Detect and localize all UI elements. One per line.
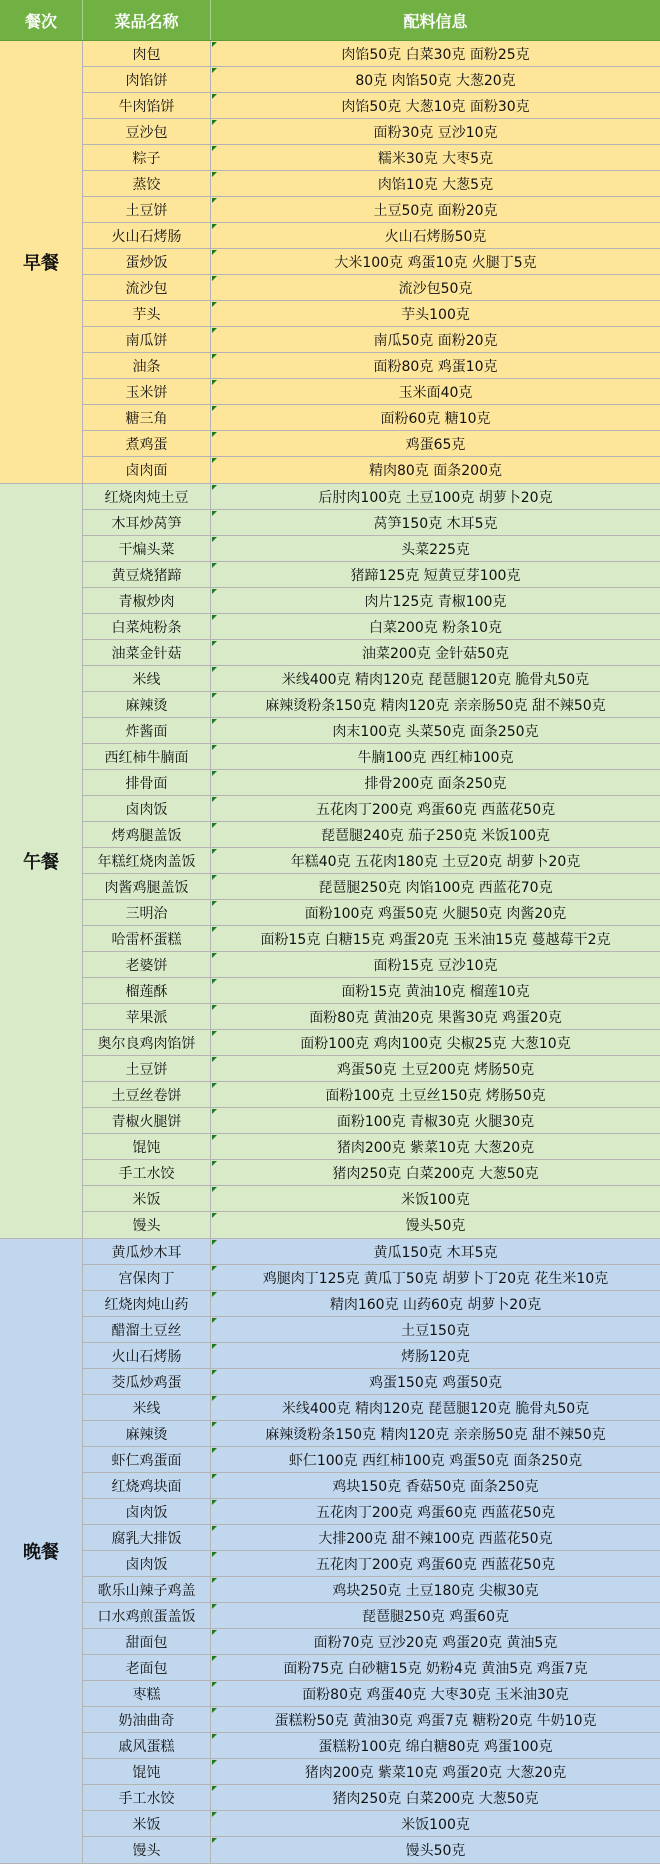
ingredients-cell: 面粉70克 豆沙20克 鸡蛋20克 黄油5克: [211, 1629, 660, 1654]
ingredients-cell: 面粉80克 黄油20克 果酱30克 鸡蛋20克: [211, 1004, 660, 1029]
table-row: [83, 1577, 660, 1603]
table-row: [83, 848, 660, 874]
ingredients-cell: 面粉15克 豆沙10克: [211, 952, 660, 977]
ingredients-cell: 蛋糕粉50克 黄油30克 鸡蛋7克 糖粉20克 牛奶10克: [211, 1707, 660, 1732]
ingredients-cell: 麻辣烫粉条150克 精肉120克 亲亲肠50克 甜不辣50克: [211, 692, 660, 717]
dish-name-cell: 馒头: [83, 1837, 211, 1863]
table-row: [83, 249, 660, 275]
ingredients-cell: 黄瓜150克 木耳5克: [211, 1239, 660, 1264]
table-row: [83, 744, 660, 770]
dish-name-cell: 流沙包: [83, 275, 211, 300]
table-row: [83, 588, 660, 614]
table-row: [83, 796, 660, 822]
dish-name-cell: 老婆饼: [83, 952, 211, 977]
ingredients-cell: 米线400克 精肉120克 琵琶腿120克 脆骨丸50克: [211, 666, 660, 691]
dish-name-cell: 年糕红烧肉盖饭: [83, 848, 211, 873]
table-row: [83, 822, 660, 848]
dish-name-cell: 牛肉馅饼: [83, 93, 211, 118]
ingredients-cell: 80克 肉馅50克 大葱20克: [211, 67, 660, 92]
table-body: [0, 41, 660, 1864]
dish-name-cell: 粽子: [83, 145, 211, 170]
dish-name-cell: 黄瓜炒木耳: [83, 1239, 211, 1264]
table-row: [83, 1291, 660, 1317]
table-row: [83, 379, 660, 405]
ingredients-cell: 五花肉丁200克 鸡蛋60克 西蓝花50克: [211, 1551, 660, 1576]
ingredients-cell: 面粉30克 豆沙10克: [211, 119, 660, 144]
ingredients-cell: 面粉100克 鸡肉100克 尖椒25克 大葱10克: [211, 1030, 660, 1055]
dinner-rows: [83, 1239, 660, 1863]
meal-label-dinner: 晚餐: [0, 1239, 83, 1863]
table-row: [83, 1785, 660, 1811]
table-row: [83, 1837, 660, 1863]
table-row: [83, 692, 660, 718]
ingredients-cell: 大排200克 甜不辣100克 西蓝花50克: [211, 1525, 660, 1550]
ingredients-cell: 肉馅50克 白菜30克 面粉25克: [211, 41, 660, 66]
table-row: [83, 67, 660, 93]
table-row: [83, 1265, 660, 1291]
ingredients-cell: 鸡块150克 香菇50克 面条250克: [211, 1473, 660, 1498]
ingredients-cell: 面粉15克 白糖15克 鸡蛋20克 玉米油15克 蔓越莓干2克: [211, 926, 660, 951]
ingredients-cell: 牛腩100克 西红柿100克: [211, 744, 660, 769]
dish-name-cell: 肉包: [83, 41, 211, 66]
dish-name-cell: 卤肉饭: [83, 1551, 211, 1576]
dish-name-cell: 西红柿牛腩面: [83, 744, 211, 769]
dish-name-cell: 煮鸡蛋: [83, 431, 211, 456]
table-row: [83, 1499, 660, 1525]
dish-name-cell: 糖三角: [83, 405, 211, 430]
dish-name-cell: 榴莲酥: [83, 978, 211, 1003]
ingredients-cell: 蛋糕粉100克 绵白糖80克 鸡蛋100克: [211, 1733, 660, 1758]
dish-name-cell: 青椒火腿饼: [83, 1108, 211, 1133]
dish-name-cell: 黄豆烧猪蹄: [83, 562, 211, 587]
ingredients-cell: 年糕40克 五花肉180克 土豆20克 胡萝卜20克: [211, 848, 660, 873]
dish-name-cell: 哈雷杯蛋糕: [83, 926, 211, 951]
dish-name-cell: 红烧肉炖土豆: [83, 484, 211, 509]
ingredients-cell: 白菜200克 粉条10克: [211, 614, 660, 639]
table-row: [83, 1395, 660, 1421]
lunch-section: [0, 484, 660, 1239]
dinner-section: [0, 1239, 660, 1864]
dish-name-cell: 火山石烤肠: [83, 223, 211, 248]
dish-name-cell: 米饭: [83, 1186, 211, 1211]
ingredients-cell: 面粉75克 白砂糖15克 奶粉4克 黄油5克 鸡蛋7克: [211, 1655, 660, 1680]
dish-name-cell: 苹果派: [83, 1004, 211, 1029]
table-row: [83, 770, 660, 796]
dish-name-cell: 干煸头菜: [83, 536, 211, 561]
dish-name-cell: 腐乳大排饭: [83, 1525, 211, 1550]
table-row: [83, 484, 660, 510]
lunch-rows: [83, 484, 660, 1238]
ingredients-cell: 鸡蛋150克 鸡蛋50克: [211, 1369, 660, 1394]
dish-name-cell: 宫保肉丁: [83, 1265, 211, 1290]
ingredients-cell: 肉片125克 青椒100克: [211, 588, 660, 613]
dish-name-cell: 戚风蛋糕: [83, 1733, 211, 1758]
dish-name-cell: 木耳炒莴笋: [83, 510, 211, 535]
dish-name-cell: 口水鸡煎蛋盖饭: [83, 1603, 211, 1628]
table-row: [83, 1681, 660, 1707]
table-row: [83, 41, 660, 67]
dish-name-cell: 奶油曲奇: [83, 1707, 211, 1732]
ingredients-cell: 鸡蛋65克: [211, 431, 660, 456]
table-row: [83, 327, 660, 353]
ingredients-cell: 鸡蛋50克 土豆200克 烤肠50克: [211, 1056, 660, 1081]
table-row: [83, 952, 660, 978]
dish-name-cell: 火山石烤肠: [83, 1343, 211, 1368]
table-row: [83, 1473, 660, 1499]
dish-name-cell: 南瓜饼: [83, 327, 211, 352]
dish-name-cell: 老面包: [83, 1655, 211, 1680]
table-row: [83, 718, 660, 744]
dish-name-cell: 卤肉面: [83, 457, 211, 483]
table-row: [83, 275, 660, 301]
dish-name-cell: 茭瓜炒鸡蛋: [83, 1369, 211, 1394]
ingredients-cell: 流沙包50克: [211, 275, 660, 300]
table-row: [83, 405, 660, 431]
ingredients-cell: 鸡腿肉丁125克 黄瓜丁50克 胡萝卜丁20克 花生米10克: [211, 1265, 660, 1290]
dish-name-cell: 米线: [83, 1395, 211, 1420]
dish-name-cell: 红烧肉炖山药: [83, 1291, 211, 1316]
dish-name-cell: 油菜金针菇: [83, 640, 211, 665]
dish-name-cell: 馒头: [83, 1212, 211, 1238]
meal-label-lunch: 午餐: [0, 484, 83, 1238]
table-row: [83, 1056, 660, 1082]
ingredients-cell: 猪肉200克 紫菜10克 大葱20克: [211, 1134, 660, 1159]
table-row: [83, 1134, 660, 1160]
ingredients-cell: 面粉100克 土豆丝150克 烤肠50克: [211, 1082, 660, 1107]
dish-name-cell: 肉酱鸡腿盖饭: [83, 874, 211, 899]
table-row: [83, 926, 660, 952]
table-row: [83, 1603, 660, 1629]
table-row: [83, 1811, 660, 1837]
ingredients-cell: 后肘肉100克 土豆100克 胡萝卜20克: [211, 484, 660, 509]
dish-name-cell: 麻辣烫: [83, 692, 211, 717]
ingredients-cell: 面粉60克 糖10克: [211, 405, 660, 430]
ingredients-cell: 面粉15克 黄油10克 榴莲10克: [211, 978, 660, 1003]
dish-name-cell: 三明治: [83, 900, 211, 925]
table-row: [83, 145, 660, 171]
ingredients-cell: 精肉80克 面条200克: [211, 457, 660, 483]
ingredients-cell: 五花肉丁200克 鸡蛋60克 西蓝花50克: [211, 796, 660, 821]
table-row: [83, 1707, 660, 1733]
dish-name-cell: 馄饨: [83, 1759, 211, 1784]
ingredients-cell: 五花肉丁200克 鸡蛋60克 西蓝花50克: [211, 1499, 660, 1524]
ingredients-cell: 头菜225克: [211, 536, 660, 561]
ingredients-cell: 排骨200克 面条250克: [211, 770, 660, 795]
dish-name-cell: 米饭: [83, 1811, 211, 1836]
dish-name-cell: 油条: [83, 353, 211, 378]
ingredients-cell: 麻辣烫粉条150克 精肉120克 亲亲肠50克 甜不辣50克: [211, 1421, 660, 1446]
table-row: [83, 431, 660, 457]
table-row: [83, 978, 660, 1004]
ingredients-cell: 莴笋150克 木耳5克: [211, 510, 660, 535]
table-header: [0, 0, 660, 41]
ingredients-cell: 精肉160克 山药60克 胡萝卜20克: [211, 1291, 660, 1316]
table-row: [83, 1108, 660, 1134]
ingredients-cell: 玉米面40克: [211, 379, 660, 404]
ingredients-cell: 虾仁100克 西红柿100克 鸡蛋50克 面条250克: [211, 1447, 660, 1472]
dish-name-cell: 卤肉饭: [83, 1499, 211, 1524]
table-row: [83, 666, 660, 692]
dish-name-cell: 土豆饼: [83, 197, 211, 222]
dish-name-cell: 玉米饼: [83, 379, 211, 404]
dish-name-cell: 甜面包: [83, 1629, 211, 1654]
dish-name-cell: 歌乐山辣子鸡盖: [83, 1577, 211, 1602]
dish-name-cell: 肉馅饼: [83, 67, 211, 92]
ingredients-cell: 面粉100克 鸡蛋50克 火腿50克 肉酱20克: [211, 900, 660, 925]
ingredients-cell: 肉馅10克 大葱5克: [211, 171, 660, 196]
dish-name-cell: 奥尔良鸡肉馅饼: [83, 1030, 211, 1055]
table-row: [83, 1004, 660, 1030]
dish-name-cell: 蛋炒饭: [83, 249, 211, 274]
table-row: [83, 1733, 660, 1759]
table-row: [83, 1369, 660, 1395]
ingredients-cell: 面粉100克 青椒30克 火腿30克: [211, 1108, 660, 1133]
table-row: [83, 1160, 660, 1186]
dish-name-cell: 青椒炒肉: [83, 588, 211, 613]
table-row: [83, 197, 660, 223]
table-row: [83, 536, 660, 562]
table-row: [83, 510, 660, 536]
table-row: [83, 1525, 660, 1551]
dish-name-cell: 麻辣烫: [83, 1421, 211, 1446]
dish-name-cell: 烤鸡腿盖饭: [83, 822, 211, 847]
table-row: [83, 1447, 660, 1473]
table-row: [83, 1421, 660, 1447]
ingredients-cell: 芋头100克: [211, 301, 660, 326]
dish-name-cell: 馄饨: [83, 1134, 211, 1159]
ingredients-cell: 猪肉200克 紫菜10克 鸡蛋20克 大葱20克: [211, 1759, 660, 1784]
ingredients-cell: 肉末100克 头菜50克 面条250克: [211, 718, 660, 743]
dish-name-cell: 豆沙包: [83, 119, 211, 144]
table-row: [83, 1212, 660, 1238]
ingredients-cell: 猪蹄125克 短黄豆芽100克: [211, 562, 660, 587]
ingredients-cell: 面粉80克 鸡蛋40克 大枣30克 玉米油30克: [211, 1681, 660, 1706]
dish-column-header: 菜品名称: [83, 0, 211, 40]
ingredients-cell: 琵琶腿250克 鸡蛋60克: [211, 1603, 660, 1628]
table-row: [83, 457, 660, 483]
table-row: [83, 1317, 660, 1343]
dish-name-cell: 卤肉饭: [83, 796, 211, 821]
ingredients-cell: 猪肉250克 白菜200克 大葱50克: [211, 1160, 660, 1185]
table-row: [83, 1239, 660, 1265]
dish-name-cell: 蒸饺: [83, 171, 211, 196]
ingredients-cell: 南瓜50克 面粉20克: [211, 327, 660, 352]
breakfast-section: [0, 41, 660, 484]
ingredients-cell: 琵琶腿240克 茄子250克 米饭100克: [211, 822, 660, 847]
ingredients-cell: 米线400克 精肉120克 琵琶腿120克 脆骨丸50克: [211, 1395, 660, 1420]
dish-name-cell: 芋头: [83, 301, 211, 326]
dish-name-cell: 虾仁鸡蛋面: [83, 1447, 211, 1472]
ingredients-cell: 琵琶腿250克 肉馅100克 西蓝花70克: [211, 874, 660, 899]
ingredients-cell: 火山石烤肠50克: [211, 223, 660, 248]
table-row: [83, 119, 660, 145]
table-row: [83, 93, 660, 119]
table-row: [83, 874, 660, 900]
ingredients-cell: 烤肠120克: [211, 1343, 660, 1368]
dish-name-cell: 白菜炖粉条: [83, 614, 211, 639]
ingredients-cell: 馒头50克: [211, 1837, 660, 1863]
dish-name-cell: 土豆丝卷饼: [83, 1082, 211, 1107]
dish-name-cell: 排骨面: [83, 770, 211, 795]
ingredients-cell: 油菜200克 金针菇50克: [211, 640, 660, 665]
dish-name-cell: 米线: [83, 666, 211, 691]
dish-name-cell: 土豆饼: [83, 1056, 211, 1081]
table-row: [83, 1030, 660, 1056]
table-row: [83, 1343, 660, 1369]
table-row: [83, 223, 660, 249]
ingredients-cell: 糯米30克 大枣5克: [211, 145, 660, 170]
dish-name-cell: 红烧鸡块面: [83, 1473, 211, 1498]
table-row: [83, 562, 660, 588]
table-row: [83, 353, 660, 379]
meal-label-breakfast: 早餐: [0, 41, 83, 483]
ingredients-cell: 肉馅50克 大葱10克 面粉30克: [211, 93, 660, 118]
ingredients-cell: 米饭100克: [211, 1186, 660, 1211]
dish-name-cell: 醋溜土豆丝: [83, 1317, 211, 1342]
ingredients-cell: 鸡块250克 土豆180克 尖椒30克: [211, 1577, 660, 1602]
breakfast-rows: [83, 41, 660, 483]
table-row: [83, 1082, 660, 1108]
dish-name-cell: 手工水饺: [83, 1160, 211, 1185]
dish-name-cell: 炸酱面: [83, 718, 211, 743]
ingredients-cell: 土豆150克: [211, 1317, 660, 1342]
ingredients-cell: 大米100克 鸡蛋10克 火腿丁5克: [211, 249, 660, 274]
table-row: [83, 640, 660, 666]
table-row: [83, 1655, 660, 1681]
table-row: [83, 171, 660, 197]
table-row: [83, 301, 660, 327]
table-row: [83, 614, 660, 640]
dish-name-cell: 枣糕: [83, 1681, 211, 1706]
ingredients-cell: 米饭100克: [211, 1811, 660, 1836]
table-row: [83, 1629, 660, 1655]
meal-column-header: 餐次: [0, 0, 83, 40]
ingredients-cell: 面粉80克 鸡蛋10克: [211, 353, 660, 378]
ingredients-column-header: 配料信息: [403, 11, 468, 31]
ingredients-cell: 馒头50克: [211, 1212, 660, 1238]
table-row: [83, 1759, 660, 1785]
ingredients-cell: 猪肉250克 白菜200克 大葱50克: [211, 1785, 660, 1810]
ingredients-cell: 土豆50克 面粉20克: [211, 197, 660, 222]
table-row: [83, 1551, 660, 1577]
table-row: [83, 1186, 660, 1212]
dish-name-cell: 手工水饺: [83, 1785, 211, 1810]
table-row: [83, 900, 660, 926]
